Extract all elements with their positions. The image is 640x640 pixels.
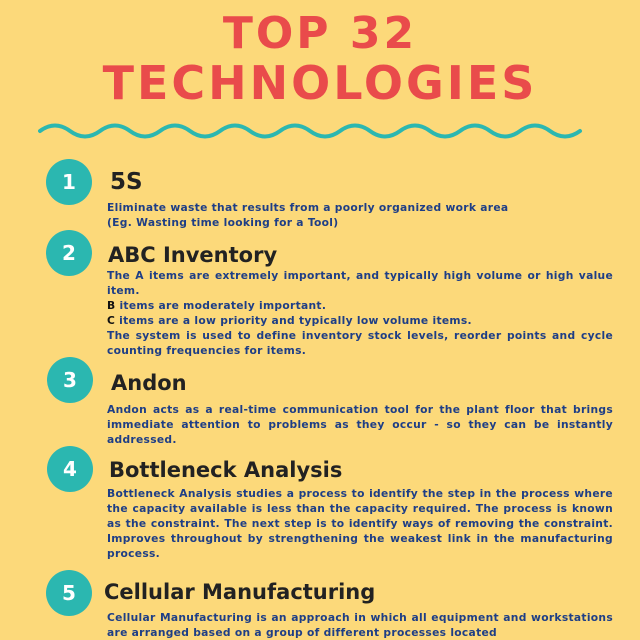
item-2-line-tail: The system is used to define inventory stock levels, reorder points and cycle counting frequencies for items. [107,329,613,357]
item-3-badge: 3 [47,357,93,403]
item-2-line-b [107,298,613,313]
item-3-description [107,402,613,447]
item-2-b-text: items are moderately important. [115,299,327,312]
item-2-description [107,268,613,358]
item-5-badge: 5 [46,570,92,616]
item-5-description [107,610,613,640]
item-5-title: Cellular Manufacturing [104,580,376,604]
item-1-title: 5S [110,169,143,195]
item-4-line-1: Bottleneck Analysis studies a process to identify the step in the process where the capacity available is less than the capacity required. The process is known as the constraint. The next step is to identify ways of removing the constraint. Improves throughout by strengthening the weakest link in the manufacturing process. [107,487,613,560]
item-2-line-c [107,313,613,328]
item-4-badge: 4 [47,446,93,492]
item-4-title: Bottleneck Analysis [109,458,343,482]
item-2-line-a: The A items are extremely important, and typically high volume or high value item. [107,269,613,297]
item-1-description [107,200,613,230]
wave-divider [38,118,583,144]
item-2-c-key: C [107,314,116,327]
item-5-line-1: Cellular Manufacturing is an approach in which all equipment and workstations are arranged based on a group of different processes located [107,611,613,639]
page-title-line-2: TECHNOLOGIES [102,56,538,110]
item-3-line-1: Andon acts as a real-time communication tool for the plant floor that brings immediate attention to problems as they occur - so they can be instantly addressed. [107,403,613,446]
item-1-badge: 1 [46,159,92,205]
page-title-line-1: TOP 32 [222,8,418,59]
item-2-c-text: items are a low priority and typically low volume items. [115,314,472,327]
item-4-description [107,486,613,561]
item-1-line-1: Eliminate waste that results from a poorly organized work area [107,201,509,214]
item-2-b-key: B [107,299,116,312]
item-2-badge: 2 [46,230,92,276]
item-1-line-2: (Eg. Wasting time looking for a Tool) [107,216,339,229]
item-3-title: Andon [111,371,187,395]
item-2-title: ABC Inventory [108,243,278,267]
